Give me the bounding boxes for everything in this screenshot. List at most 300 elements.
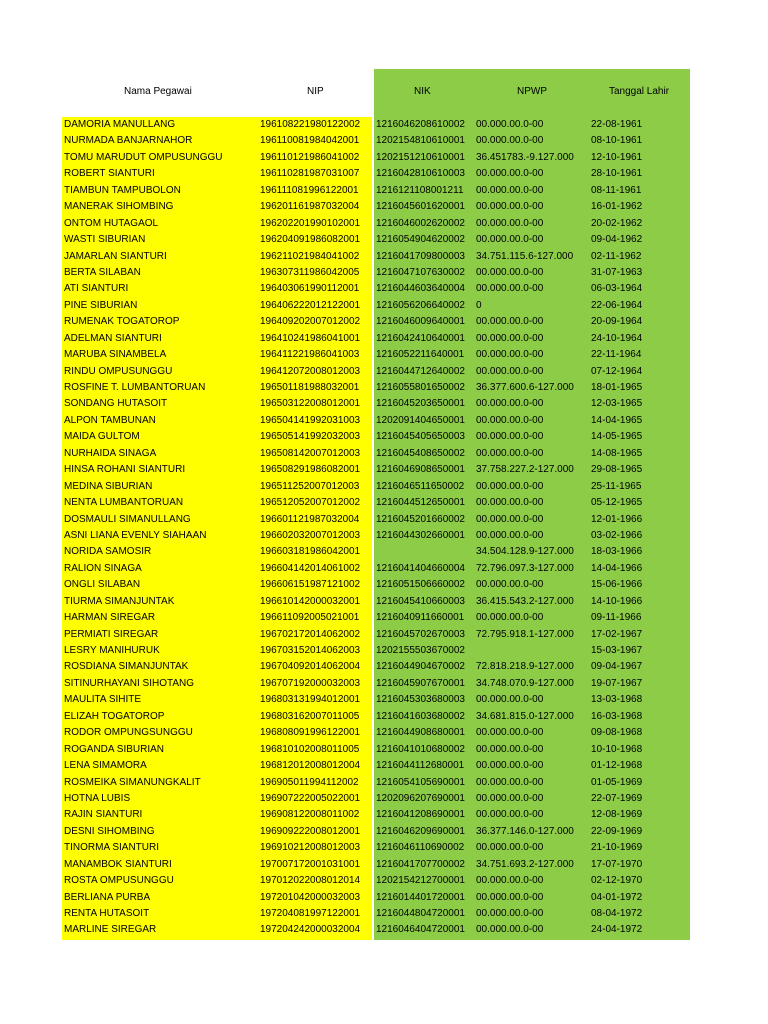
cell-nip[interactable]: 196503122008012001 — [260, 398, 361, 410]
cell-npwp[interactable]: 00.000.00.0-00 — [476, 217, 544, 229]
cell-npwp[interactable]: 00.000.00.0-00 — [476, 414, 544, 426]
cell-npwp[interactable]: 00.000.00.0-00 — [476, 135, 544, 147]
cell-nama-pegawai[interactable]: ADELMAN SIANTURI — [64, 332, 162, 344]
table-row — [0, 429, 768, 445]
cell-tanggal-lahir[interactable]: 05-12-1965 — [591, 497, 643, 509]
table-row — [0, 446, 768, 462]
cell-nama-pegawai[interactable]: RODOR OMPUNGSUNGGU — [64, 727, 193, 739]
cell-nik[interactable]: 1216046511650002 — [376, 480, 465, 492]
cell-nama-pegawai[interactable]: BERLIANA PURBA — [64, 891, 151, 903]
table-row — [0, 544, 768, 560]
cell-nik[interactable]: 1216044804720001 — [376, 908, 465, 919]
cell-tanggal-lahir[interactable]: 10-10-1968 — [591, 743, 643, 755]
cell-tanggal-lahir[interactable]: 12-10-1961 — [591, 151, 643, 163]
cell-nip[interactable]: 196910212008012003 — [260, 842, 361, 854]
cell-nik[interactable]: 1216056206640002 — [376, 299, 465, 311]
table-row — [0, 709, 768, 725]
cell-nik[interactable]: 1202151210610001 — [376, 151, 465, 163]
table-row — [0, 725, 768, 741]
cell-tanggal-lahir[interactable]: 06-03-1964 — [591, 283, 643, 295]
cell-nama-pegawai[interactable]: ONGLI SILABAN — [64, 579, 141, 591]
cell-npwp[interactable]: 00.000.00.0-00 — [476, 743, 544, 755]
cell-nip[interactable]: 196508142007012003 — [260, 447, 361, 459]
cell-npwp[interactable]: 36.377.146.0-127.000 — [476, 825, 574, 837]
cell-tanggal-lahir[interactable]: 16-01-1962 — [591, 201, 643, 213]
cell-nik[interactable]: 1216044603640004 — [376, 283, 465, 295]
table-row — [0, 528, 768, 544]
cell-npwp[interactable]: 00.000.00.0-00 — [476, 447, 544, 459]
cell-nama-pegawai[interactable]: ELIZAH TOGATOROP — [64, 710, 165, 722]
cell-nama-pegawai[interactable]: RAJIN SIANTURI — [64, 809, 143, 821]
table-row — [0, 610, 768, 626]
cell-tanggal-lahir[interactable]: 14-05-1965 — [591, 431, 643, 443]
cell-nama-pegawai[interactable]: DOSMAULI SIMANULLANG — [64, 513, 191, 525]
cell-nip[interactable]: 197012022008012014 — [260, 875, 361, 887]
cell-tanggal-lahir[interactable]: 08-04-1972 — [591, 908, 643, 919]
cell-npwp[interactable]: 37.758.227.2-127.000 — [476, 464, 574, 476]
cell-nik[interactable]: 1216047107630002 — [376, 266, 465, 278]
cell-nama-pegawai[interactable]: RINDU OMPUSUNGGU — [64, 365, 173, 377]
table-row — [0, 380, 768, 396]
cell-nik[interactable]: 1216041208690001 — [376, 809, 465, 821]
cell-nama-pegawai[interactable]: HARMAN SIREGAR — [64, 612, 156, 624]
cell-npwp[interactable]: 00.000.00.0-00 — [476, 184, 544, 196]
cell-nip[interactable]: 196202201990102001 — [260, 217, 361, 229]
cell-nip[interactable]: 196307311986042005 — [260, 266, 360, 278]
table-row — [0, 857, 768, 873]
cell-npwp[interactable]: 00.000.00.0-00 — [476, 579, 544, 591]
cell-nik[interactable]: 1216041709800003 — [376, 250, 465, 262]
cell-nama-pegawai[interactable]: LESRY MANIHURUK — [64, 645, 160, 656]
table-row — [0, 758, 768, 774]
cell-tanggal-lahir[interactable]: 14-04-1965 — [591, 414, 643, 426]
cell-tanggal-lahir[interactable]: 09-04-1962 — [591, 234, 643, 246]
table-row — [0, 922, 768, 938]
cell-nik[interactable]: 1216045303680003 — [376, 694, 465, 706]
cell-nik[interactable]: 1216054904620002 — [376, 234, 465, 246]
cell-tanggal-lahir[interactable]: 12-08-1969 — [591, 809, 643, 821]
cell-nip[interactable]: 196411221986041003 — [260, 349, 360, 361]
cell-nik[interactable] — [376, 544, 474, 560]
cell-tanggal-lahir[interactable]: 22-06-1964 — [591, 299, 643, 311]
cell-nik[interactable]: 1216046208610002 — [376, 119, 465, 130]
cell-tanggal-lahir[interactable]: 04-01-1972 — [591, 891, 643, 903]
cell-tanggal-lahir[interactable]: 18-03-1966 — [591, 546, 643, 558]
cell-tanggal-lahir[interactable]: 22-08-1961 — [591, 119, 643, 130]
table-row — [0, 413, 768, 429]
cell-nip[interactable]: 196610142000032001 — [260, 595, 361, 607]
table-row — [0, 512, 768, 528]
cell-nik[interactable]: 1216045410660003 — [376, 595, 465, 607]
cell-nip[interactable]: 196907222005022001 — [260, 792, 361, 804]
cell-nama-pegawai[interactable]: MEDINA SIBURIAN — [64, 480, 153, 492]
cell-nik[interactable]: 1216041404660004 — [376, 562, 465, 574]
cell-nip[interactable]: 196501181988032001 — [260, 382, 360, 393]
cell-npwp[interactable]: 00.000.00.0-00 — [476, 365, 544, 377]
cell-npwp[interactable]: 00.000.00.0-00 — [476, 792, 544, 804]
cell-nip[interactable]: 196803162007011005 — [260, 710, 360, 722]
table-row — [0, 281, 768, 297]
cell-nip[interactable]: 197201042000032003 — [260, 891, 361, 903]
cell-npwp[interactable]: 00.000.00.0-00 — [476, 398, 544, 410]
cell-tanggal-lahir[interactable]: 01-05-1969 — [591, 776, 643, 788]
cell-nama-pegawai[interactable]: ROGANDA SIBURIAN — [64, 743, 165, 755]
table-row — [0, 676, 768, 692]
table-row — [0, 216, 768, 232]
cell-npwp[interactable]: 00.000.00.0-00 — [476, 513, 544, 525]
cell-nik[interactable]: 1216042410640001 — [376, 332, 465, 344]
cell-nama-pegawai[interactable]: ROSFINE T. LUMBANTORUAN — [64, 382, 206, 393]
cell-npwp[interactable]: 00.000.00.0-00 — [476, 842, 544, 854]
cell-npwp[interactable]: 00.000.00.0-00 — [476, 809, 544, 821]
cell-npwp[interactable]: 00.000.00.0-00 — [476, 168, 544, 180]
cell-tanggal-lahir[interactable]: 17-02-1967 — [591, 628, 643, 640]
cell-nip[interactable]: 196108221980122002 — [260, 119, 361, 130]
cell-nama-pegawai[interactable]: MANAMBOK SIANTURI — [64, 858, 172, 870]
cell-nik[interactable]: 1202091404650001 — [376, 414, 465, 426]
cell-nip[interactable]: 196110121986041002 — [260, 151, 360, 163]
cell-nip[interactable]: 196512052007012002 — [260, 497, 361, 509]
cell-nik[interactable]: 1216045702670003 — [376, 628, 465, 640]
cell-nik[interactable]: 1216046110690002 — [376, 842, 465, 854]
cell-tanggal-lahir[interactable]: 19-07-1967 — [591, 677, 643, 689]
cell-tanggal-lahir[interactable]: 12-03-1965 — [591, 398, 643, 410]
table-row — [0, 249, 768, 265]
cell-npwp[interactable]: 00.000.00.0-00 — [476, 431, 544, 443]
cell-npwp[interactable]: 00.000.00.0-00 — [476, 480, 544, 492]
cell-nik[interactable]: 1202155503670002 — [376, 645, 465, 656]
cell-nip[interactable]: 196602032007012003 — [260, 529, 361, 541]
table-row — [0, 314, 768, 330]
cell-nama-pegawai[interactable]: ASNI LIANA EVENLY SIAHAAN — [64, 529, 207, 541]
cell-nama-pegawai[interactable]: HINSA ROHANI SIANTURI — [64, 464, 186, 476]
table-row — [0, 133, 768, 149]
table-row — [0, 840, 768, 856]
cell-tanggal-lahir[interactable]: 24-04-1972 — [591, 924, 643, 936]
cell-npwp[interactable]: 00.000.00.0-00 — [476, 283, 544, 295]
cell-nik[interactable]: 1216044302660001 — [376, 529, 465, 541]
cell-nip[interactable]: 196905011994112002 — [260, 776, 359, 788]
cell-nik[interactable]: 1202096207690001 — [376, 792, 465, 804]
cell-nip[interactable]: 196604142014061002 — [260, 562, 361, 574]
cell-nama-pegawai[interactable]: NENTA LUMBANTORUAN — [64, 497, 184, 509]
cell-tanggal-lahir[interactable]: 13-03-1968 — [591, 694, 643, 706]
cell-tanggal-lahir[interactable]: 08-11-1961 — [591, 184, 642, 196]
table-row — [0, 117, 768, 133]
cell-tanggal-lahir[interactable]: 22-07-1969 — [591, 792, 643, 804]
cell-nip[interactable]: 196412072008012003 — [260, 365, 361, 377]
header-nama-pegawai[interactable]: Nama Pegawai — [124, 86, 192, 97]
cell-npwp[interactable]: 00.000.00.0-00 — [476, 349, 544, 361]
cell-nama-pegawai[interactable]: JAMARLAN SIANTURI — [64, 250, 167, 262]
table-row — [0, 232, 768, 248]
cell-nik[interactable]: 1216044908680001 — [376, 727, 465, 739]
cell-nip[interactable]: 196406222012122001 — [260, 299, 361, 311]
cell-npwp[interactable]: 00.000.00.0-00 — [476, 332, 544, 344]
cell-nama-pegawai[interactable]: TIAMBUN TAMPUBOLON — [64, 184, 181, 196]
cell-nama-pegawai[interactable]: TINORMA SIANTURI — [64, 842, 160, 854]
cell-nip[interactable]: 196611092005021001 — [260, 612, 360, 624]
header-nik[interactable]: NIK — [414, 86, 431, 97]
cell-tanggal-lahir[interactable]: 20-02-1962 — [591, 217, 643, 229]
cell-nip[interactable]: 196110081984042001 — [260, 135, 360, 147]
cell-tanggal-lahir[interactable]: 14-04-1966 — [591, 562, 643, 574]
cell-nama-pegawai[interactable]: HOTNA LUBIS — [64, 792, 131, 804]
table-row — [0, 643, 768, 659]
cell-npwp[interactable]: 36.451783.-9.127.000 — [476, 151, 574, 163]
cell-nip[interactable]: 197007172001031001 — [260, 858, 361, 870]
table-row — [0, 495, 768, 511]
table-row — [0, 199, 768, 215]
cell-nik[interactable]: 1216051506660002 — [376, 579, 465, 591]
table-row — [0, 150, 768, 166]
cell-nama-pegawai[interactable]: TIURMA SIMANJUNTAK — [64, 595, 175, 607]
cell-nama-pegawai[interactable]: SONDANG HUTASOIT — [64, 398, 168, 410]
cell-nip[interactable]: 196409202007012002 — [260, 316, 361, 328]
cell-nik[interactable]: 1216046404720001 — [376, 924, 465, 936]
table-row — [0, 462, 768, 478]
cell-nip[interactable]: 196403061990112001 — [260, 283, 360, 295]
cell-npwp[interactable]: 00.000.00.0-00 — [476, 119, 544, 130]
cell-nik[interactable]: 1216046002620002 — [376, 217, 465, 229]
cell-tanggal-lahir[interactable]: 14-10-1966 — [591, 595, 643, 607]
cell-nik[interactable]: 1216052211640001 — [376, 349, 465, 361]
cell-nip[interactable]: 196812012008012004 — [260, 760, 361, 772]
cell-nama-pegawai[interactable]: NURHAIDA SINAGA — [64, 447, 157, 459]
table-row — [0, 561, 768, 577]
cell-npwp[interactable] — [476, 643, 588, 659]
cell-nip[interactable]: 196703152014062003 — [260, 645, 361, 656]
cell-nama-pegawai[interactable]: WASTI SIBURIAN — [64, 234, 146, 246]
cell-nik[interactable]: 1216044512650001 — [376, 497, 465, 509]
header-tanggal-lahir[interactable]: Tanggal Lahir — [609, 86, 670, 97]
cell-nip[interactable]: 196410241986041001 — [260, 332, 361, 344]
cell-nama-pegawai[interactable]: NORIDA SAMOSIR — [64, 546, 152, 558]
cell-nama-pegawai[interactable]: MANERAK SIHOMBING — [64, 201, 174, 213]
cell-npwp[interactable]: 00.000.00.0-00 — [476, 497, 544, 509]
cell-npwp[interactable]: 00.000.00.0-00 — [476, 529, 544, 541]
cell-npwp[interactable]: 00.000.00.0-00 — [476, 201, 544, 213]
cell-npwp[interactable]: 00.000.00.0-00 — [476, 891, 544, 903]
cell-nik[interactable]: 1216044904670002 — [376, 661, 465, 673]
cell-npwp[interactable]: 34.681.815.0-127.000 — [476, 710, 574, 722]
cell-nama-pegawai[interactable]: RENTA HUTASOIT — [64, 908, 150, 919]
cell-nama-pegawai[interactable]: MARUBA SINAMBELA — [64, 349, 167, 361]
cell-tanggal-lahir[interactable]: 20-09-1964 — [591, 316, 643, 328]
table-row — [0, 659, 768, 675]
table-row — [0, 742, 768, 758]
table-row — [0, 594, 768, 610]
cell-tanggal-lahir[interactable]: 18-01-1965 — [591, 382, 643, 393]
cell-npwp[interactable]: 00.000.00.0-00 — [476, 908, 544, 919]
cell-nama-pegawai[interactable]: ONTOM HUTAGAOL — [64, 217, 159, 229]
table-row — [0, 166, 768, 182]
cell-nik[interactable]: 1216044712640002 — [376, 365, 465, 377]
cell-tanggal-lahir[interactable]: 03-02-1966 — [591, 529, 643, 541]
cell-nip[interactable]: 196110281987031007 — [260, 168, 360, 180]
cell-nama-pegawai[interactable]: LENA SIMAMORA — [64, 760, 147, 772]
cell-nik[interactable]: 1216055801650002 — [376, 382, 465, 393]
cell-tanggal-lahir[interactable]: 09-04-1967 — [591, 661, 643, 673]
cell-nama-pegawai[interactable]: RUMENAK TOGATOROP — [64, 316, 180, 328]
cell-nip[interactable]: 196909222008012001 — [260, 825, 361, 837]
cell-nip[interactable]: 196908122008011002 — [260, 809, 360, 821]
cell-nama-pegawai[interactable]: RALION SINAGA — [64, 562, 142, 574]
cell-npwp[interactable]: 00.000.00.0-00 — [476, 776, 544, 788]
cell-nik[interactable]: 1216045408650002 — [376, 447, 465, 459]
cell-nik[interactable]: 1216045201660002 — [376, 513, 465, 525]
table-row — [0, 364, 768, 380]
cell-nip[interactable]: 196204091986082001 — [260, 234, 361, 246]
table-row — [0, 906, 768, 922]
cell-nip[interactable]: 196211021984041002 — [260, 250, 360, 262]
header-npwp[interactable]: NPWP — [517, 86, 547, 97]
table-row — [0, 183, 768, 199]
cell-tanggal-lahir[interactable]: 08-10-1961 — [591, 135, 643, 147]
cell-nik[interactable]: 1216040911660001 — [376, 612, 465, 624]
table-row — [0, 627, 768, 643]
cell-tanggal-lahir[interactable]: 17-07-1970 — [591, 858, 643, 870]
cell-nik[interactable]: 1216014401720001 — [376, 891, 465, 903]
cell-npwp[interactable]: 00.000.00.0-00 — [476, 727, 544, 739]
cell-nip[interactable]: 196505141992032003 — [260, 431, 361, 443]
cell-nip[interactable]: 196810102008011005 — [260, 743, 360, 755]
cell-nik[interactable]: 1216054105690001 — [376, 776, 465, 788]
cell-nip[interactable]: 196803131994012001 — [260, 694, 361, 706]
header-nip[interactable]: NIP — [307, 86, 324, 97]
cell-nama-pegawai[interactable]: ROSTA OMPUSUNGGU — [64, 875, 174, 887]
cell-nip[interactable]: 196601121987032004 — [260, 513, 360, 525]
cell-npwp[interactable]: 00.000.00.0-00 — [476, 612, 544, 624]
table-body — [0, 117, 768, 939]
cell-nama-pegawai[interactable]: ROBERT SIANTURI — [64, 168, 155, 180]
cell-nama-pegawai[interactable]: DESNI SIHOMBING — [64, 825, 155, 837]
cell-npwp[interactable]: 72.795.918.1-127.000 — [476, 628, 574, 640]
cell-npwp[interactable]: 00.000.00.0-00 — [476, 760, 544, 772]
cell-nip[interactable]: 196702172014062002 — [260, 628, 361, 640]
cell-nik[interactable]: 1216042810610003 — [376, 168, 465, 180]
cell-nip[interactable]: 196704092014062004 — [260, 661, 361, 673]
cell-npwp[interactable]: 00.000.00.0-00 — [476, 694, 544, 706]
cell-tanggal-lahir[interactable]: 22-09-1969 — [591, 825, 643, 837]
cell-tanggal-lahir[interactable]: 02-11-1962 — [591, 250, 642, 262]
cell-nama-pegawai[interactable]: BERTA SILABAN — [64, 266, 141, 278]
table-row — [0, 396, 768, 412]
cell-npwp[interactable]: 72.818.218.9-127.000 — [476, 661, 574, 673]
cell-tanggal-lahir[interactable]: 09-08-1968 — [591, 727, 643, 739]
cell-nik[interactable]: 1202154810610001 — [376, 135, 465, 147]
cell-nip[interactable]: 196707192000032003 — [260, 677, 361, 689]
cell-npwp[interactable]: 00.000.00.0-00 — [476, 234, 544, 246]
cell-nik[interactable]: 1216045907670001 — [376, 677, 465, 689]
cell-npwp[interactable]: 34.504.128.9-127.000 — [476, 546, 574, 558]
cell-npwp[interactable]: 34.751.693.2-127.000 — [476, 858, 574, 870]
cell-nama-pegawai[interactable]: MARLINE SIREGAR — [64, 924, 157, 936]
cell-nama-pegawai[interactable]: ATI SIANTURI — [64, 283, 129, 295]
cell-nip[interactable]: 196201161987032004 — [260, 201, 360, 213]
cell-nip[interactable]: 196504141992031003 — [260, 414, 361, 426]
cell-nama-pegawai[interactable]: PINE SIBURIAN — [64, 299, 138, 311]
cell-tanggal-lahir[interactable]: 21-10-1969 — [591, 842, 643, 854]
cell-tanggal-lahir[interactable]: 16-03-1968 — [591, 710, 643, 722]
cell-tanggal-lahir[interactable]: 24-10-1964 — [591, 332, 643, 344]
table-row — [0, 347, 768, 363]
cell-tanggal-lahir[interactable]: 15-06-1966 — [591, 579, 643, 591]
cell-nik[interactable]: 1216046908650001 — [376, 464, 465, 476]
cell-npwp[interactable]: 00.000.00.0-00 — [476, 875, 544, 887]
cell-nik[interactable]: 1216044112680001 — [376, 760, 465, 772]
cell-npwp[interactable]: 00.000.00.0-00 — [476, 316, 544, 328]
cell-tanggal-lahir[interactable]: 12-01-1966 — [591, 513, 643, 525]
cell-npwp[interactable]: 34.751.115.6-127.000 — [476, 250, 574, 262]
cell-nip[interactable]: 196606151987121002 — [260, 579, 361, 591]
cell-nip[interactable]: 197204081997122001 — [260, 908, 361, 919]
cell-tanggal-lahir[interactable]: 31-07-1963 — [591, 266, 643, 278]
cell-nip[interactable]: 197204242000032004 — [260, 924, 361, 936]
cell-nama-pegawai[interactable]: ALPON TAMBUNAN — [64, 414, 156, 426]
cell-nik[interactable]: 1202154212700001 — [376, 875, 465, 887]
cell-npwp[interactable]: 00.000.00.0-00 — [476, 266, 544, 278]
cell-tanggal-lahir[interactable]: 09-11-1966 — [591, 612, 642, 624]
cell-nip[interactable]: 196111081996122001 — [260, 184, 359, 196]
cell-nik[interactable]: 1216045203650001 — [376, 398, 465, 410]
cell-npwp[interactable]: 72.796.097.3-127.000 — [476, 562, 574, 574]
cell-tanggal-lahir[interactable]: 01-12-1968 — [591, 760, 643, 772]
cell-nama-pegawai[interactable]: PERMIATI SIREGAR — [64, 628, 159, 640]
table-row — [0, 265, 768, 281]
cell-tanggal-lahir[interactable]: 02-12-1970 — [591, 875, 643, 887]
cell-tanggal-lahir[interactable]: 07-12-1964 — [591, 365, 643, 377]
cell-nik[interactable]: 1216041010680002 — [376, 743, 465, 755]
cell-tanggal-lahir[interactable]: 25-11-1965 — [591, 480, 642, 492]
cell-tanggal-lahir[interactable]: 28-10-1961 — [591, 168, 643, 180]
table-row — [0, 331, 768, 347]
cell-nip[interactable]: 196603181986042001 — [260, 546, 361, 558]
cell-nama-pegawai[interactable]: MAIDA GULTOM — [64, 431, 140, 443]
cell-tanggal-lahir[interactable]: 14-08-1965 — [591, 447, 643, 459]
cell-npwp[interactable]: 0 — [476, 299, 482, 311]
cell-nik[interactable]: 1216046009640001 — [376, 316, 465, 328]
cell-nama-pegawai[interactable]: MAULITA SIHITE — [64, 694, 142, 706]
table-row — [0, 791, 768, 807]
cell-nik[interactable]: 1216041603680002 — [376, 710, 465, 722]
cell-nip[interactable]: 196508291986082001 — [260, 464, 361, 476]
cell-nama-pegawai[interactable]: ROSMEIKA SIMANUNGKALIT — [64, 776, 201, 788]
cell-npwp[interactable]: 36.377.600.6-127.000 — [476, 382, 574, 393]
cell-nik[interactable]: 1216045601620001 — [376, 201, 465, 213]
cell-nik[interactable]: 1216046209690001 — [376, 825, 465, 837]
cell-nik[interactable]: 1216121108001211 — [376, 184, 464, 196]
cell-nik[interactable]: 1216041707700002 — [376, 858, 465, 870]
cell-nama-pegawai[interactable]: ROSDIANA SIMANJUNTAK — [64, 661, 189, 673]
cell-nama-pegawai[interactable]: TOMU MARUDUT OMPUSUNGGU — [64, 151, 223, 163]
cell-nip[interactable]: 196808091996122001 — [260, 727, 361, 739]
cell-nip[interactable]: 196511252007012003 — [260, 480, 360, 492]
cell-tanggal-lahir[interactable]: 22-11-1964 — [591, 349, 642, 361]
cell-npwp[interactable]: 34.748.070.9-127.000 — [476, 677, 574, 689]
table-row — [0, 890, 768, 906]
cell-npwp[interactable]: 00.000.00.0-00 — [476, 924, 544, 936]
table-row — [0, 692, 768, 708]
cell-nama-pegawai[interactable]: NURMADA BANJARNAHOR — [64, 135, 193, 147]
table-row — [0, 775, 768, 791]
cell-nama-pegawai[interactable]: SITINURHAYANI SIHOTANG — [64, 677, 195, 689]
cell-nik[interactable]: 1216045405650003 — [376, 431, 465, 443]
cell-nama-pegawai[interactable]: DAMORIA MANULLANG — [64, 119, 176, 130]
cell-npwp[interactable]: 36.415.543.2-127.000 — [476, 595, 574, 607]
cell-tanggal-lahir[interactable]: 15-03-1967 — [591, 645, 643, 656]
cell-tanggal-lahir[interactable]: 29-08-1965 — [591, 464, 643, 476]
